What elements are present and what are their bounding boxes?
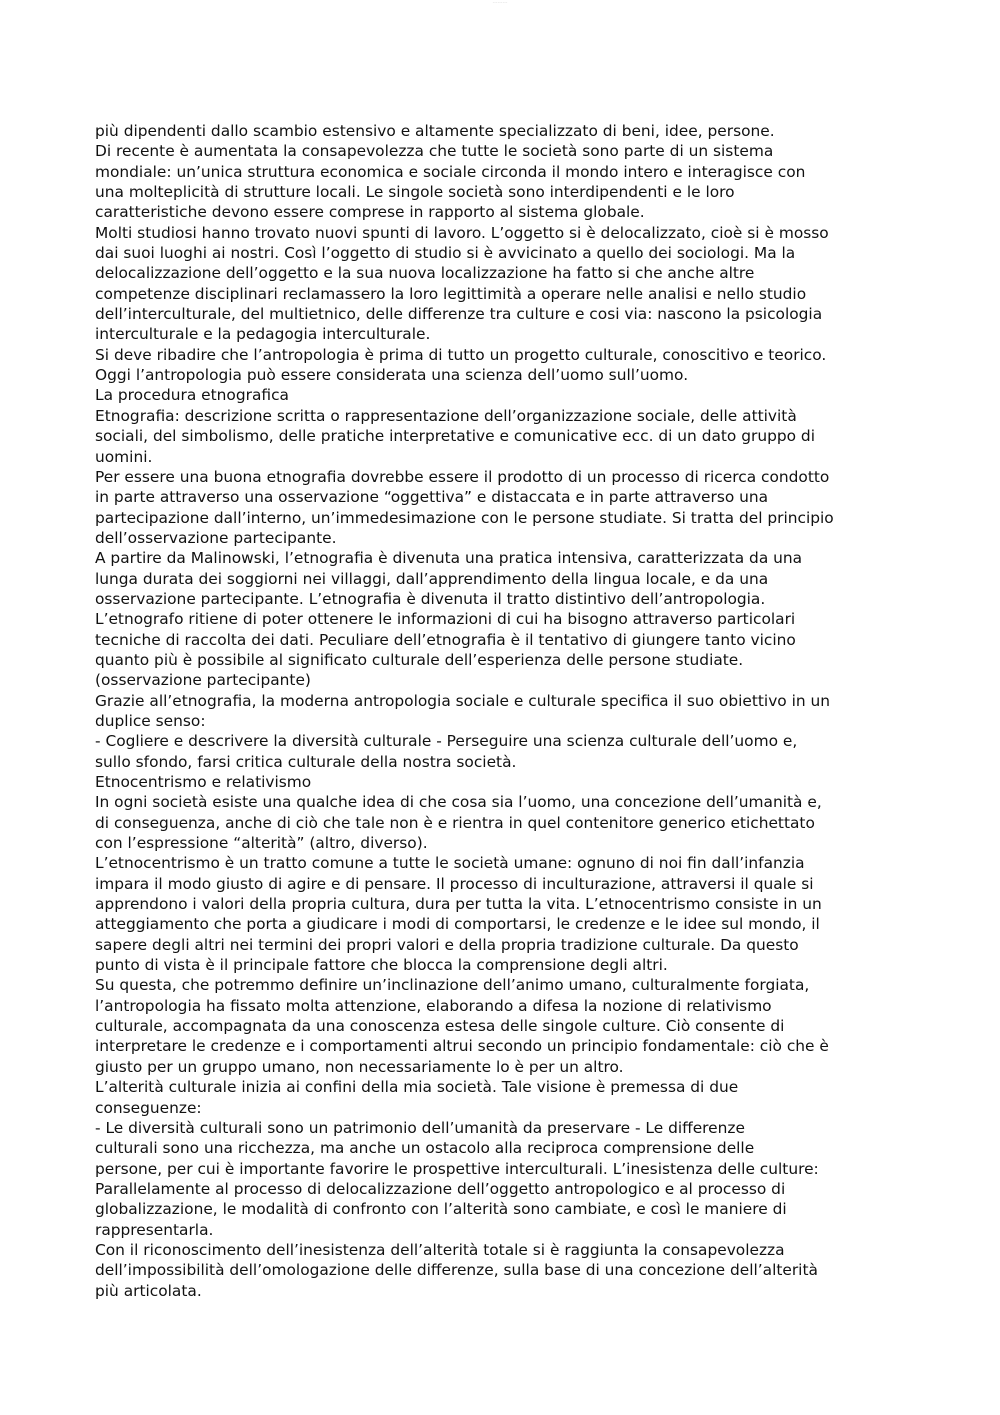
text-line: Di recente è aumentata la consapevolezza che tutte le società sono parte di un sistema (95, 142, 774, 161)
text-line: persone, per cui è importante favorire le prospettive interculturali. L’inesistenza delle culture: (95, 1159, 819, 1178)
text-line: lunga durata dei soggiorni nei villaggi, dall’apprendimento della lingua locale, e da una (95, 569, 769, 588)
text-line: culturale, accompagnata da una conoscenza estesa delle singole culture. Ciò consente di (95, 1017, 785, 1036)
text-line: sapere degli altri nei termini dei propri valori e della propria tradizione culturale. Da questo (95, 935, 799, 954)
text-line: Per essere una buona etnografia dovrebbe essere il prodotto di un processo di ricerca condotto (95, 467, 830, 486)
text-line: tecniche di raccolta dei dati. Peculiare dell’etnografia è il tentativo di giungere tanto vicino (95, 630, 796, 649)
text-line: - Le diversità culturali sono un patrimonio dell’umanità da preservare - Le differenze (95, 1118, 745, 1137)
text-line: osservazione partecipante. L’etnografia è divenuta il tratto distintivo dell’antropologia. (95, 589, 766, 608)
text-line: apprendono i valori della propria cultura, dura per tutta la vita. L’etnocentrismo consiste in un (95, 895, 822, 914)
text-line: delocalizzazione dell’oggetto e la sua nuova localizzazione ha fatto si che anche altre (95, 264, 755, 283)
text-line: impara il modo giusto di agire e di pensare. Il processo di inculturazione, attraversi il quale si (95, 874, 814, 893)
text-line: A partire da Malinowski, l’etnografia è divenuta una pratica intensiva, caratterizzata da una (95, 549, 803, 568)
text-line: Molti studiosi hanno trovato nuovi spunti di lavoro. L’oggetto si è delocalizzato, cioè si è mosso (95, 223, 829, 242)
text-line: duplice senso: (95, 711, 206, 730)
text-line: dai suoi luoghi ai nostri. Così l’oggetto di studio si è avvicinato a quello dei sociologi. Ma la (95, 244, 796, 263)
text-line: interpretare le credenze e i comportamenti altrui secondo un principio fondamentale: ciò che è (95, 1037, 829, 1056)
text-line: con l’espressione “alterità” (altro, diverso). (95, 834, 428, 853)
text-line: punto di vista è il principale fattore che blocca la comprensione degli altri. (95, 956, 668, 975)
text-line: L’etnografo ritiene di poter ottenere le informazioni di cui ha bisogno attraverso particolari (95, 610, 796, 629)
text-line: interculturale e la pedagogia interculturale. (95, 325, 431, 344)
text-line: dell’interculturale, del multietnico, delle differenze tra culture e cosi via: nascono la psicologia (95, 305, 823, 324)
text-line: Su questa, che potremmo definire un’inclinazione dell’animo umano, culturalmente forgiata, (95, 976, 810, 995)
text-line: più articolata. (95, 1281, 202, 1300)
text-line: La procedura etnografica (95, 386, 289, 405)
text-line: in parte attraverso una osservazione “oggettiva” e distaccata e in parte attraverso una (95, 488, 769, 507)
text-line: più dipendenti dallo scambio estensivo e altamente specializzato di beni, idee, persone. (95, 122, 775, 140)
header-mark: ~~~~~~ (492, 0, 508, 4)
text-line: (osservazione partecipante) (95, 671, 311, 690)
text-line: globalizzazione, le modalità di confronto con l’alterità sono cambiate, e così le maniere di (95, 1200, 787, 1219)
text-line: dell’impossibilità dell’omologazione delle differenze, sulla base di una concezione dell’alterità (95, 1261, 818, 1280)
text-line: Con il riconoscimento dell’inesistenza dell’alterità totale si è raggiunta la consapevolezza (95, 1240, 785, 1259)
text-line: sullo sfondo, farsi critica culturale della nostra società. (95, 752, 517, 771)
text-line: dell’osservazione partecipante. (95, 528, 337, 547)
text-line: Si deve ribadire che l’antropologia è prima di tutto un progetto culturale, conoscitivo e teorico. (95, 345, 827, 364)
text-line: quanto più è possibile al significato culturale dell’esperienza delle persone studiate. (95, 650, 744, 669)
text-line: Grazie all’etnografia, la moderna antropologia sociale e culturale specifica il suo obiettivo in un (95, 691, 831, 710)
text-line: l’antropologia ha fissato molta attenzione, elaborando a difesa la nozione di relativismo (95, 996, 772, 1015)
text-line: mondiale: un’unica struttura economica e sociale circonda il mondo intero e interagisce con (95, 162, 806, 181)
text-line: Parallelamente al processo di delocalizzazione dell’oggetto antropologico e al processo di (95, 1179, 786, 1198)
text-line: partecipazione dall’interno, un’immedesimazione con le persone studiate. Si tratta del principio (95, 508, 834, 527)
text-line: Etnocentrismo e relativismo (95, 773, 312, 791)
body-text (95, 121, 910, 1301)
text-line: di conseguenza, anche di ciò che tale non è e rientra in quel contenitore generico etichettato (95, 813, 815, 832)
text-line: caratteristiche devono essere comprese in rapporto al sistema globale. (95, 203, 645, 222)
text-line: culturali sono una ricchezza, ma anche un ostacolo alla reciproca comprensione delle (95, 1139, 755, 1158)
text-line: - Cogliere e descrivere la diversità culturale - Perseguire una scienza culturale dell’uomo e, (95, 732, 798, 751)
text-line: L’alterità culturale inizia ai confini della mia società. Tale visione è premessa di due (95, 1078, 739, 1097)
text-line: conseguenze: (95, 1098, 202, 1117)
text-line: sociali, del simbolismo, delle pratiche interpretative e comunicative ecc. di un dato gruppo di (95, 427, 815, 446)
text-line: In ogni società esiste una qualche idea di che cosa sia l’uomo, una concezione dell’umanità e, (95, 793, 822, 812)
text-line: uomini. (95, 447, 153, 466)
text-line: Oggi l’antropologia può essere considerata una scienza dell’uomo sull’uomo. (95, 366, 689, 385)
text-line: rappresentarla. (95, 1220, 214, 1239)
text-line: Etnografia: descrizione scritta o rappresentazione dell’organizzazione sociale, delle attività (95, 406, 797, 425)
text-line: L’etnocentrismo è un tratto comune a tutte le società umane: ognuno di noi fin dall’infanzia (95, 854, 805, 873)
text-line: competenze disciplinari reclamassero la loro legittimità a operare nelle analisi e nello studio (95, 284, 807, 303)
text-line: atteggiamento che porta a giudicare i modi di comportarsi, le credenze e le idee sul mondo, il (95, 915, 820, 934)
text-line: giusto per un gruppo umano, non necessariamente lo è per un altro. (95, 1057, 624, 1076)
text-line: una molteplicità di strutture locali. Le singole società sono interdipendenti e le loro (95, 183, 735, 202)
